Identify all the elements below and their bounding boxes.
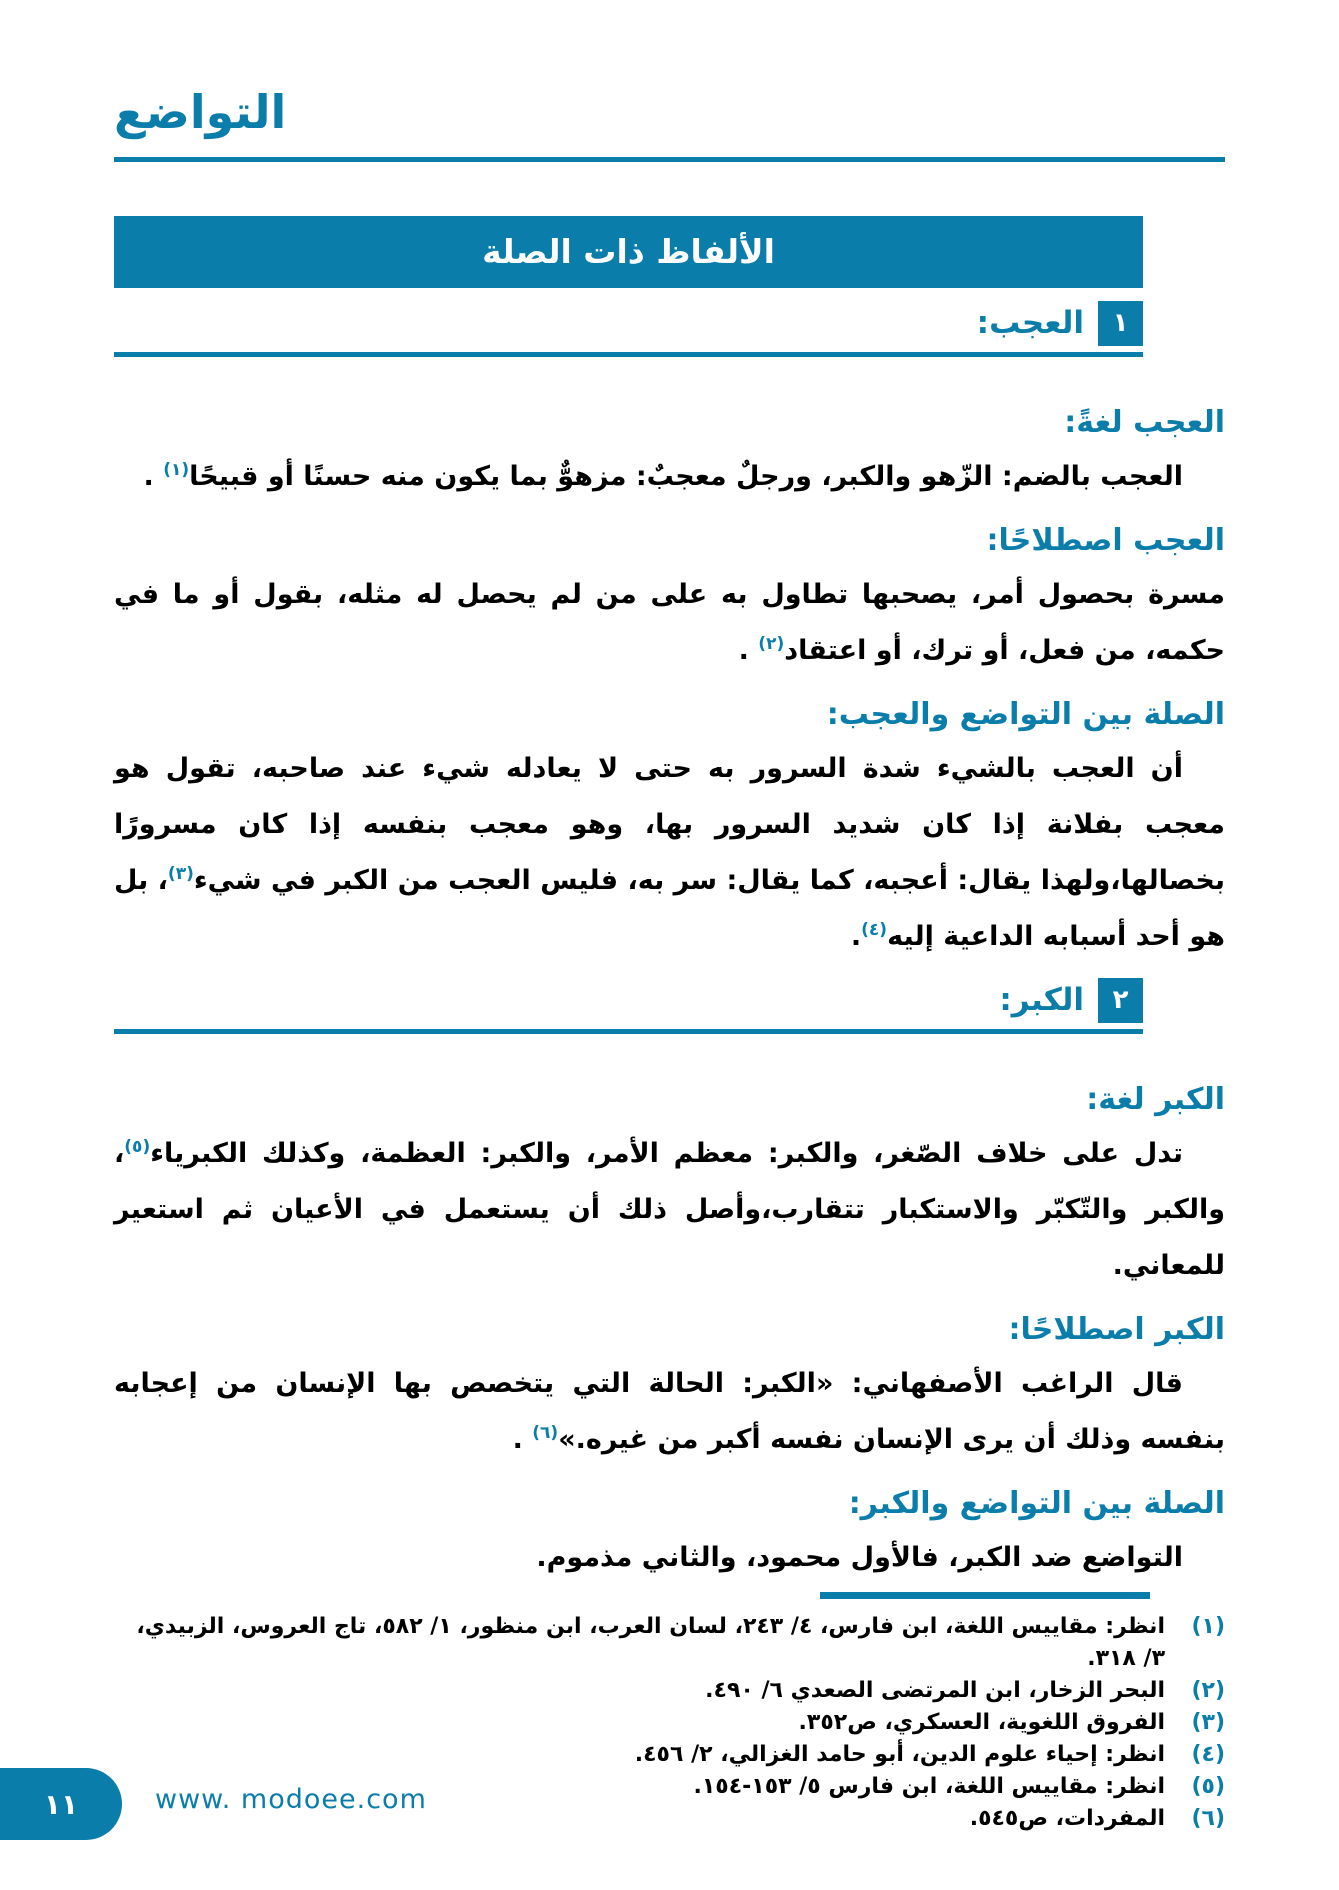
footnote-reference: (٥) bbox=[124, 1136, 151, 1157]
footnote-marker: (٥) bbox=[1191, 1773, 1225, 1799]
footnote-reference: (٢) bbox=[758, 633, 785, 654]
footnote-item bbox=[114, 1675, 1225, 1707]
section-rule bbox=[114, 1029, 1143, 1034]
footnote-reference: (٦) bbox=[532, 1422, 559, 1443]
footnote-marker: (٣) bbox=[1191, 1709, 1225, 1735]
footnote-text: المفردات، ص٥٤٥. bbox=[969, 1805, 1165, 1831]
footnote-text: انظر: مقاييس اللغة، ابن فارس، ٤/ ٢٤٣، لسان العرب، ابن منظور، ١/ ٥٨٢، تاج العروس، الزبيدي، ٣/ ٣١٨. bbox=[136, 1613, 1165, 1671]
section-header bbox=[114, 301, 1143, 346]
footnote-reference: (٤) bbox=[861, 919, 888, 940]
website-url: www. modoee.com bbox=[155, 1784, 427, 1815]
footnote-marker: (٢) bbox=[1191, 1677, 1225, 1703]
footnote-reference: (١) bbox=[163, 459, 190, 480]
body-paragraph: مسرة بحصول أمر، يصحبها تطاول به على من لم يحصل له مثله، بقول أو ما في حكمه، من فعل، أو ترك، أو اعتقاد$^{(٢)}$ . bbox=[114, 578, 1225, 666]
subheading: الكبر لغة: bbox=[1086, 1081, 1225, 1117]
body-paragraph: أن العجب بالشيء شدة السرور به حتى لا يعادله شيء عند صاحبه، تقول هو معجب بفلانة إذا كان شديد السرور بها، وهو معجب بنفسه إذا كان مسرورًا بخصالها،ولهذا يقال: أعجبه، كما يقال: سر به، فليس العجب من الكبر في شيء$^{(٣)}$، بل هو أحد أسبابه الداعية إليه$^{(٤)}$. bbox=[114, 752, 1226, 952]
footnote-text: الفروق اللغوية، العسكري، ص٣٥٢. bbox=[798, 1709, 1165, 1735]
section-body bbox=[114, 397, 1225, 965]
subheading: العجب اصطلاحًا: bbox=[986, 522, 1225, 558]
page-number: ١١ bbox=[43, 1787, 79, 1821]
footnote-marker: (٦) bbox=[1191, 1805, 1225, 1831]
footnote-text: انظر: إحياء علوم الدين، أبو حامد الغزالي، ٢/ ٤٥٦. bbox=[634, 1741, 1165, 1767]
footnote-reference: (٣) bbox=[167, 863, 194, 884]
section-rule bbox=[114, 352, 1143, 357]
subheading: الصلة بين التواضع والكبر: bbox=[848, 1485, 1225, 1521]
running-head-chapter-title: التواضع bbox=[114, 85, 287, 139]
footnote-separator-rule bbox=[820, 1592, 1150, 1599]
section-banner: الألفاظ ذات الصلة bbox=[114, 216, 1143, 288]
header-rule bbox=[114, 157, 1225, 162]
footnote-marker: (١) bbox=[1191, 1613, 1225, 1639]
footnote-marker: (٤) bbox=[1191, 1741, 1225, 1767]
body-paragraph: التواضع ضد الكبر، فالأول محمود، والثاني مذموم. bbox=[536, 1541, 1183, 1573]
body-paragraph: تدل على خلاف الصّغر، والكبر: معظم الأمر، والكبر: العظمة، وكذلك الكبرياء$^{(٥)}$، والكبر والتّكبّر والاستكبار تتقارب،وأصل ذلك أن يستعمل في الأعيان ثم استعير للمعاني. bbox=[114, 1136, 1225, 1281]
footnote-item bbox=[114, 1739, 1225, 1771]
section-number-badge: ١ bbox=[1098, 301, 1143, 346]
section-header bbox=[114, 978, 1143, 1023]
body-paragraph: العجب بالضم: الزّهو والكبر، ورجلٌ معجبٌ: مزهوٌّ بما يكون منه حسنًا أو قبيحًا$^{(١)}$ . bbox=[143, 459, 1183, 492]
page-number-badge bbox=[0, 1768, 122, 1840]
subheading: العجب لغةً: bbox=[1064, 404, 1225, 440]
subheading: الصلة بين التواضع والعجب: bbox=[826, 696, 1225, 732]
section-title: العجب: bbox=[976, 305, 1084, 342]
section-body bbox=[114, 1074, 1225, 1586]
footnote-item bbox=[114, 1611, 1225, 1675]
section-number-badge: ٢ bbox=[1098, 978, 1143, 1023]
subheading: الكبر اصطلاحًا: bbox=[1008, 1311, 1225, 1347]
section-title: الكبر: bbox=[999, 982, 1084, 1019]
sections-container bbox=[114, 301, 1225, 1586]
footnote-text: البحر الزخار، ابن المرتضى الصعدي ٦/ ٤٩٠. bbox=[705, 1677, 1165, 1703]
footnote-text: انظر: مقاييس اللغة، ابن فارس ٥/ ١٥٣-١٥٤. bbox=[693, 1773, 1165, 1799]
footnote-item bbox=[114, 1707, 1225, 1739]
body-paragraph: قال الراغب الأصفهاني: «الكبر: الحالة التي يتخصص بها الإنسان من إعجابه بنفسه وذلك أن يرى الإنسان نفسه أكبر من غيره.»$^{(٦)}$ . bbox=[114, 1367, 1225, 1455]
